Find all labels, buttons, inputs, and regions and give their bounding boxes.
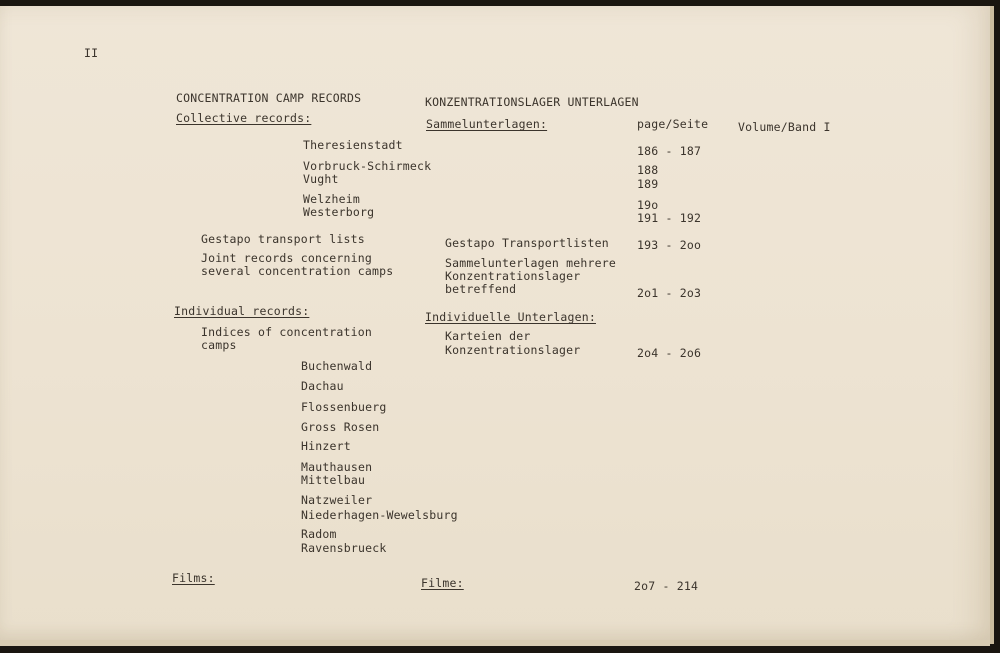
joint-records-line: Joint records concerning — [201, 251, 372, 265]
page-range: 193 - 2oo — [637, 238, 702, 252]
films-label: Films: — [172, 571, 215, 585]
heading-english: CONCENTRATION CAMP RECORDS — [176, 91, 362, 105]
page-range: 186 - 187 — [637, 144, 702, 158]
indices-line: camps — [201, 338, 237, 352]
volume-column-header: Volume/Band I — [738, 120, 831, 134]
camp-name: Welzheim — [303, 192, 360, 206]
joint-records-de-line: Sammelunterlagen mehrere — [445, 256, 616, 270]
heading-german: KONZENTRATIONSLAGER UNTERLAGEN — [425, 95, 639, 109]
camp-name: Gross Rosen — [301, 420, 380, 434]
joint-records-de-line: betreffend — [445, 282, 517, 296]
page-range: 19o — [637, 198, 659, 212]
camp-name: Westerborg — [303, 205, 375, 219]
page-number: II — [84, 46, 99, 60]
camp-name: Buchenwald — [301, 359, 373, 373]
transportlisten-label: Gestapo Transportlisten — [445, 236, 609, 250]
camp-name: Vught — [303, 172, 339, 186]
filme-label: Filme: — [421, 576, 464, 590]
joint-records-de-line: Konzentrationslager — [445, 269, 581, 283]
page-range: 2o7 - 214 — [634, 579, 699, 593]
joint-records-line: several concentration camps — [201, 264, 394, 278]
camp-name: Theresienstadt — [303, 138, 403, 152]
page-range: 191 - 192 — [637, 211, 702, 225]
transport-lists-label: Gestapo transport lists — [201, 232, 365, 246]
individuelle-unterlagen-label: Individuelle Unterlagen: — [425, 310, 596, 324]
camp-name: Natzweiler — [301, 493, 373, 507]
camp-name: Dachau — [301, 379, 344, 393]
page-bottom-edge — [0, 640, 990, 646]
page-range: 2o1 - 2o3 — [637, 286, 702, 300]
camp-name: Flossenbuerg — [301, 400, 387, 414]
sammelunterlagen-label: Sammelunterlagen: — [426, 117, 548, 131]
camp-name: Mittelbau — [301, 473, 366, 487]
karteien-line: Karteien der — [445, 329, 531, 343]
document-page — [0, 6, 994, 644]
karteien-line: Konzentrationslager — [445, 343, 581, 357]
page-range: 188 — [637, 163, 659, 177]
camp-name: Mauthausen — [301, 460, 373, 474]
individual-records-label: Individual records: — [174, 304, 310, 318]
page-column-header: page/Seite — [637, 117, 709, 131]
page-range: 2o4 - 2o6 — [637, 346, 702, 360]
camp-name: Niederhagen-Wewelsburg — [301, 508, 458, 522]
camp-name: Hinzert — [301, 439, 351, 453]
collective-records-label: Collective records: — [176, 111, 312, 125]
camp-name: Vorbruck-Schirmeck — [303, 159, 432, 173]
camp-name: Radom — [301, 527, 337, 541]
page-range: 189 — [637, 177, 659, 191]
indices-line: Indices of concentration — [201, 325, 372, 339]
camp-name: Ravensbrueck — [301, 541, 387, 555]
